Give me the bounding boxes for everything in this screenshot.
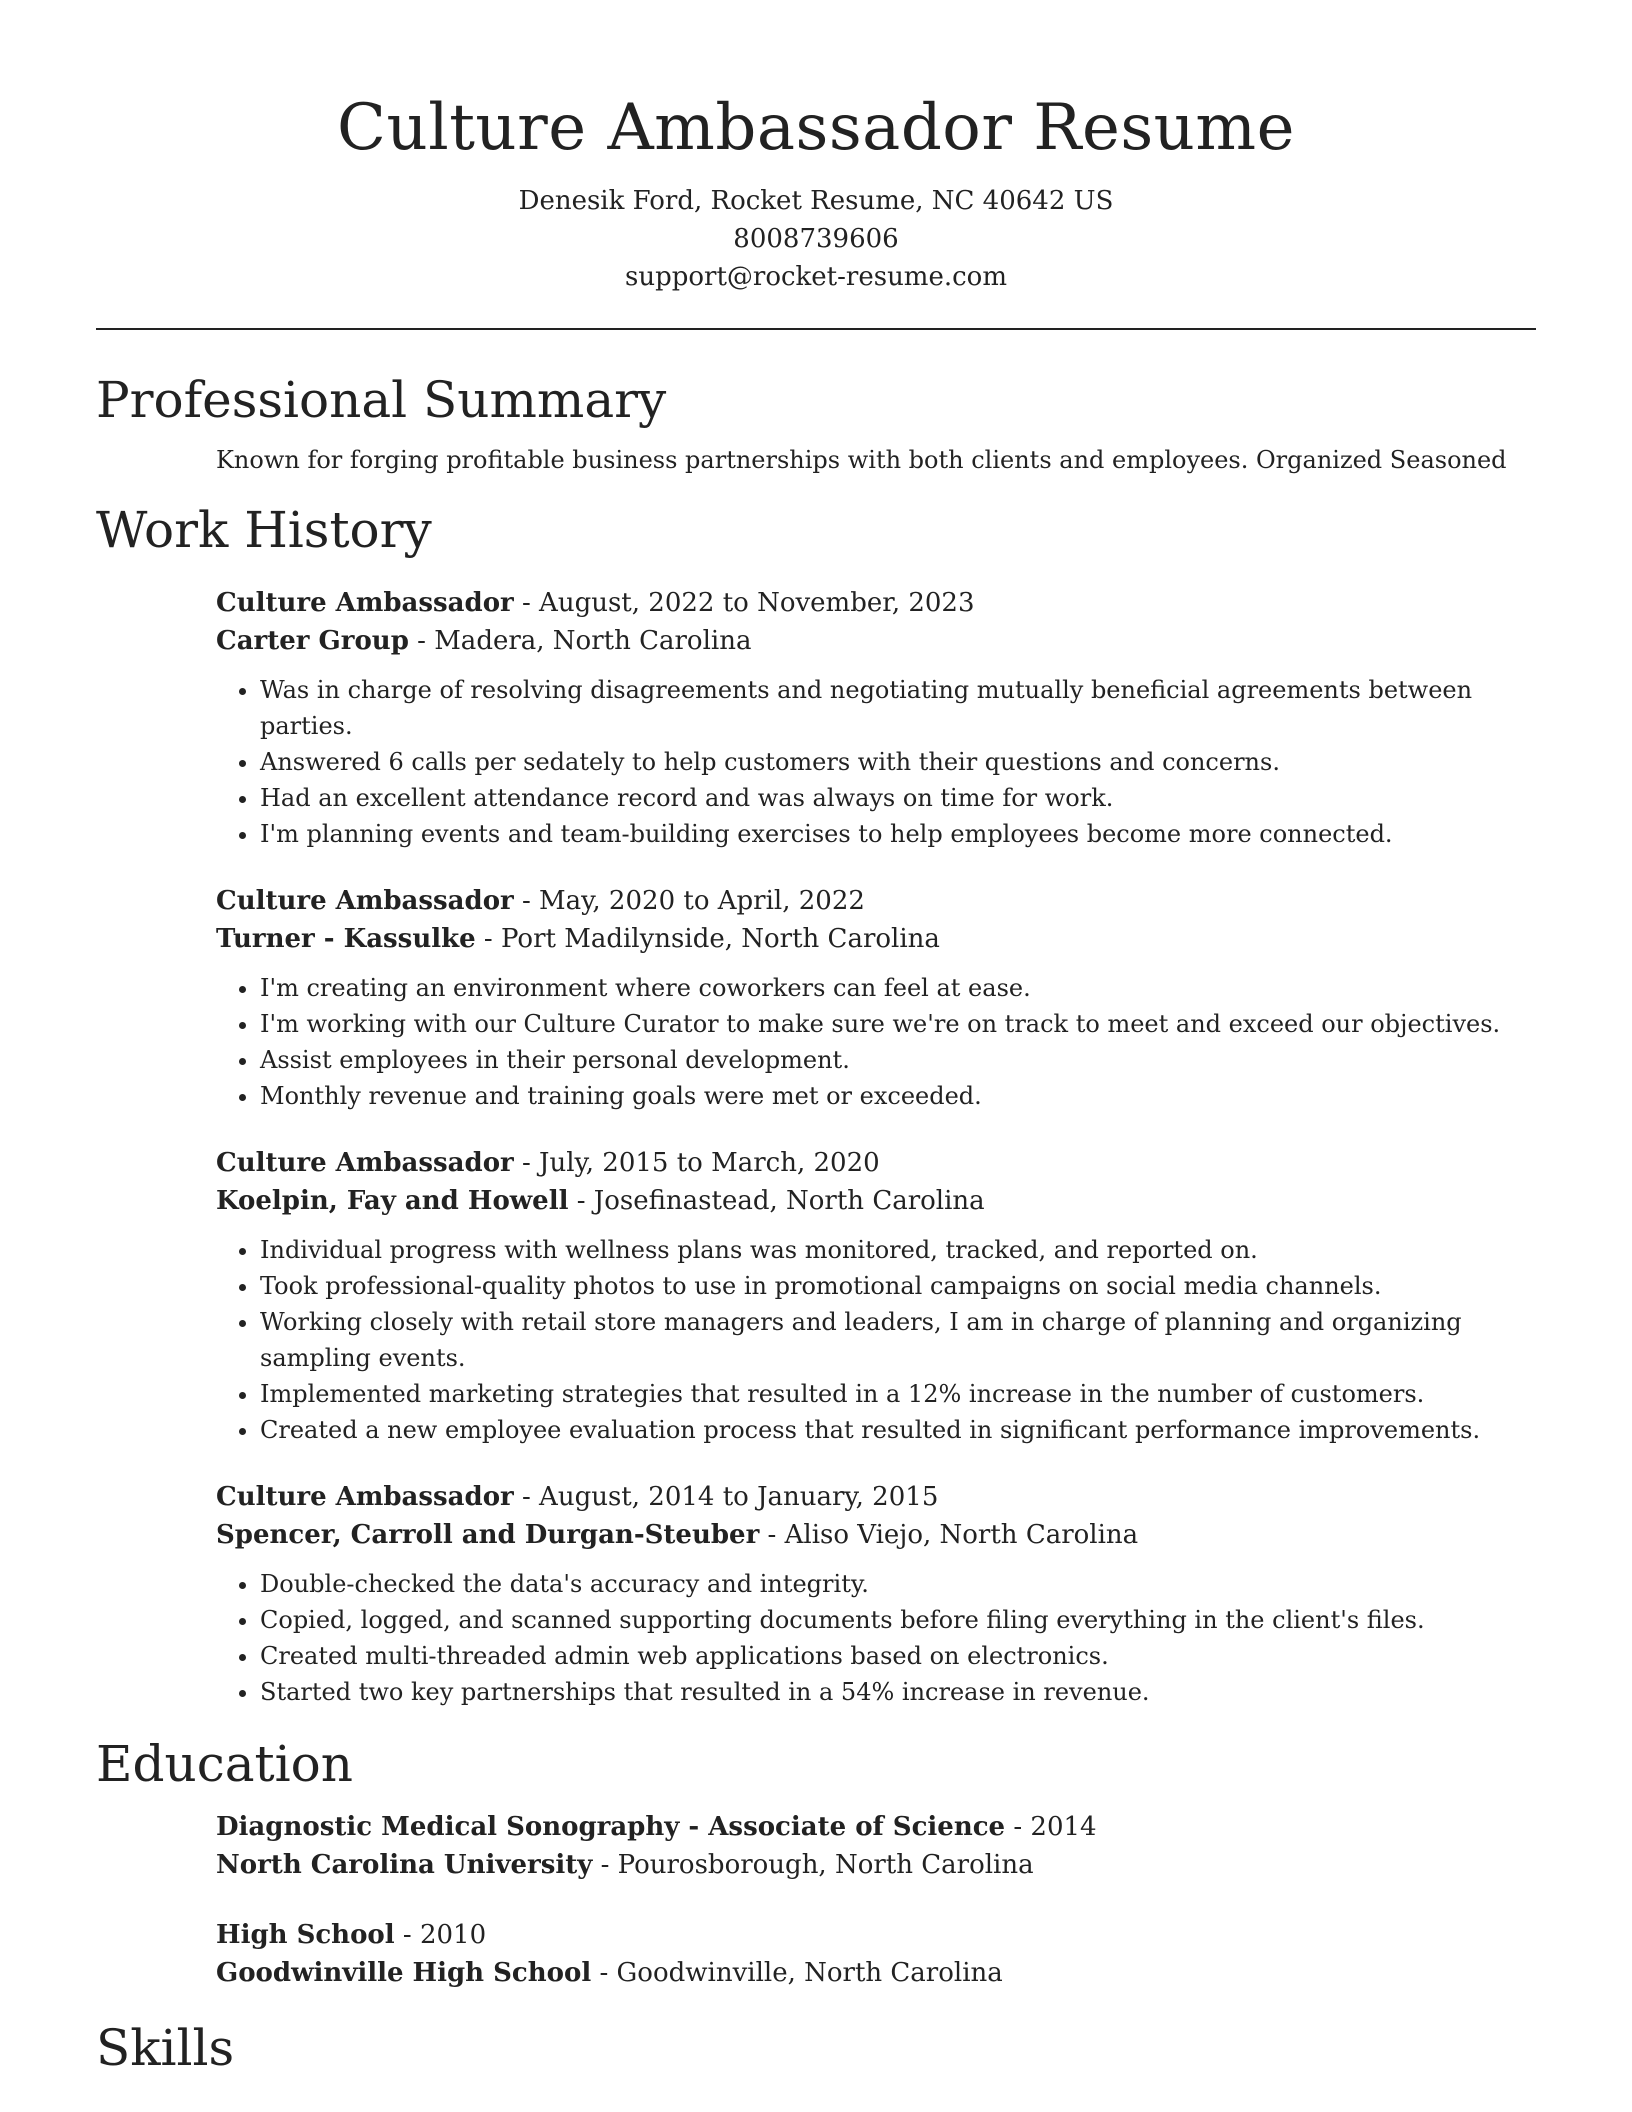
contact-phone: 8008739606: [733, 224, 899, 254]
education-entry: [216, 1916, 1536, 1992]
job-bullet: • Started two key partnerships that resulted in a 54% increase in revenue.: [260, 1674, 1536, 1710]
job-entry: [216, 1144, 1536, 1448]
job-location: - Port Madilynside, North Carolina: [475, 924, 940, 954]
education-location: - Goodwinville, North Carolina: [591, 1958, 1003, 1988]
job-entry: [216, 584, 1536, 852]
education-school: Goodwinville High School: [216, 1958, 592, 1988]
job-bullet: • I'm planning events and team-building exercises to help employees become more connected.: [260, 816, 1536, 852]
job-company: Koelpin, Fay and Howell: [216, 1186, 569, 1216]
summary-text: Known for forging profitable business partnerships with both clients and employees. Organized Seasoned: [216, 446, 1507, 474]
contact-address: Denesik Ford, Rocket Resume, NC 40642 US: [518, 186, 1114, 216]
job-bullet: • I'm creating an environment where coworkers can feel at ease.: [260, 970, 1536, 1006]
education-degree-line: [216, 1916, 1536, 1954]
job-entry: [216, 882, 1536, 1114]
education-school: North Carolina University: [216, 1850, 593, 1880]
job-bullet: • Answered 6 calls per sedately to help customers with their questions and concerns.: [260, 744, 1536, 780]
education-entry: [216, 1808, 1536, 1884]
education-section: [96, 1732, 1536, 1992]
job-dates: - August, 2014 to January, 2015: [513, 1482, 939, 1512]
work-history-heading: Work History: [96, 501, 432, 559]
job-bullet: • Created multi-threaded admin web applications based on electronics.: [260, 1638, 1536, 1674]
job-dates: - August, 2022 to November, 2023: [513, 588, 975, 618]
job-company-line: [216, 1516, 1536, 1554]
job-company-line: [216, 920, 1536, 958]
job-bullet: • Double-checked the data's accuracy and integrity.: [260, 1566, 1536, 1602]
job-location: - Madera, North Carolina: [408, 626, 752, 656]
job-bullet: • Had an excellent attendance record and was always on time for work.: [260, 780, 1536, 816]
summary-heading: Professional Summary: [96, 371, 667, 429]
job-location: - Josefinastead, North Carolina: [568, 1186, 985, 1216]
education-degree: High School: [216, 1920, 395, 1950]
contact-block: [96, 182, 1536, 296]
job-bullet: • Working closely with retail store managers and leaders, I am in charge of planning and organizing sampling events.: [260, 1304, 1536, 1376]
job-location: - Aliso Viejo, North Carolina: [759, 1520, 1139, 1550]
job-bullet: • Took professional-quality photos to use in promotional campaigns on social media channels.: [260, 1268, 1536, 1304]
summary-section: [96, 368, 1536, 478]
skills-heading: Skills: [96, 2019, 235, 2077]
job-bullets: [216, 1232, 1536, 1448]
resume-title: Culture Ambassador Resume: [337, 91, 1295, 165]
job-bullet: • Assist employees in their personal development.: [260, 1042, 1536, 1078]
job-bullet: • Was in charge of resolving disagreements and negotiating mutually beneficial agreements between parties.: [260, 672, 1536, 744]
job-title-line: [216, 882, 1536, 920]
work-history-section: [96, 498, 1536, 1710]
job-bullet: • Implemented marketing strategies that resulted in a 12% increase in the number of customers.: [260, 1376, 1536, 1412]
job-dates: - May, 2020 to April, 2022: [513, 886, 865, 916]
education-school-line: [216, 1954, 1536, 1992]
skills-section: [96, 2016, 1536, 2080]
job-company: Spencer, Carroll and Durgan-Steuber: [216, 1520, 760, 1550]
education-school-line: [216, 1846, 1536, 1884]
job-company: Turner - Kassulke: [216, 924, 476, 954]
job-company: Carter Group: [216, 626, 409, 656]
education-heading: Education: [96, 1735, 353, 1793]
job-bullet: • Copied, logged, and scanned supporting documents before filing everything in the client's files.: [260, 1602, 1536, 1638]
job-title: Culture Ambassador: [216, 886, 514, 916]
job-bullets: [216, 970, 1536, 1114]
resume-page: [96, 0, 1536, 2080]
job-bullet: • Individual progress with wellness plans was monitored, tracked, and reported on.: [260, 1232, 1536, 1268]
job-company-line: [216, 1182, 1536, 1220]
job-bullet: • Created a new employee evaluation process that resulted in significant performance improvements.: [260, 1412, 1536, 1448]
education-location: - Pourosborough, North Carolina: [592, 1850, 1034, 1880]
job-entry: [216, 1478, 1536, 1710]
job-title-line: [216, 1144, 1536, 1182]
job-dates: - July, 2015 to March, 2020: [513, 1148, 880, 1178]
job-title-line: [216, 1478, 1536, 1516]
education-year: - 2010: [394, 1920, 487, 1950]
job-bullet: • I'm working with our Culture Curator to make sure we're on track to meet and exceed our objectives.: [260, 1006, 1536, 1042]
job-title: Culture Ambassador: [216, 1148, 514, 1178]
header-divider: [96, 328, 1536, 330]
education-year: - 2014: [1005, 1812, 1097, 1842]
job-title-line: [216, 584, 1536, 622]
job-bullet: • Monthly revenue and training goals were met or exceeded.: [260, 1078, 1536, 1114]
contact-email: support@rocket-resume.com: [624, 262, 1007, 292]
job-company-line: [216, 622, 1536, 660]
education-degree: Diagnostic Medical Sonography - Associate of Science: [216, 1812, 1006, 1842]
job-title: Culture Ambassador: [216, 588, 514, 618]
job-bullets: [216, 1566, 1536, 1710]
job-bullets: [216, 672, 1536, 852]
education-degree-line: [216, 1808, 1536, 1846]
job-title: Culture Ambassador: [216, 1482, 514, 1512]
